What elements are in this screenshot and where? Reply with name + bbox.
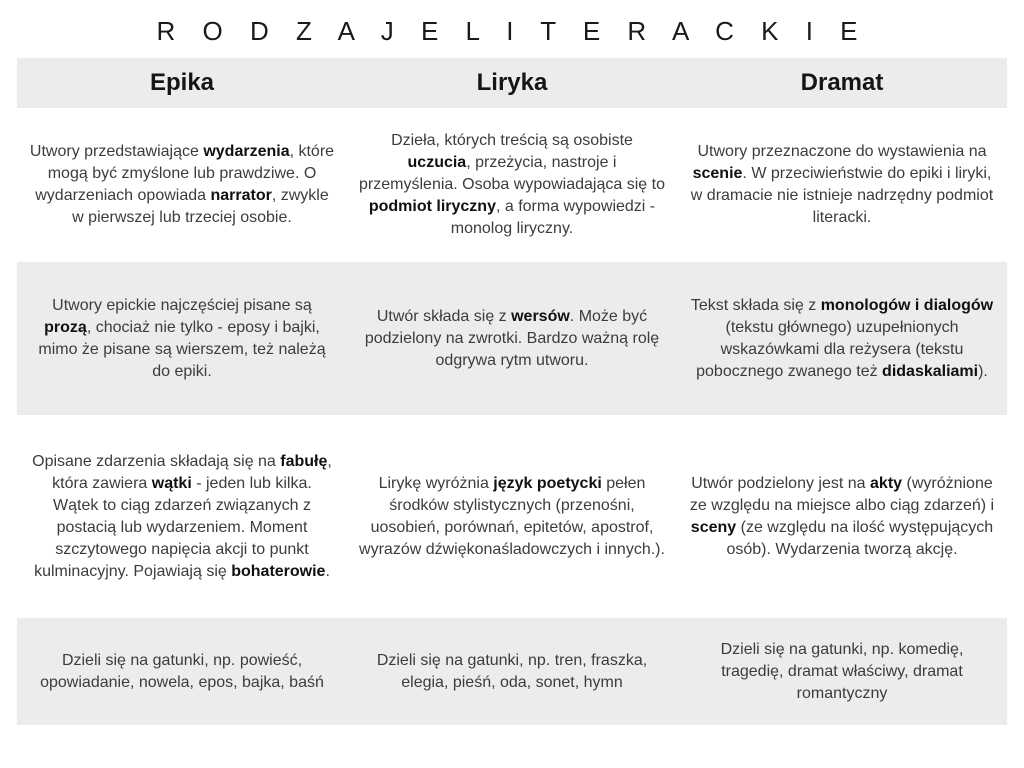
cell-epika-structure: Opisane zdarzenia składają się na fabułę, która zawiera wątki - jeden lub kilka. Wątek to ciąg zdarzeń związanych z postacią lub wydarzeniem. Moment szczytowego napięcia akcji to punkt kulminacyjny. Pojawiają się bohaterowie.: [32, 452, 332, 580]
header-cell-epika: Epika: [149, 69, 215, 96]
table-header-row: [17, 58, 1007, 108]
cell-epika-genres: Dzieli się na gatunki, np. powieść, opowiadanie, nowela, epos, bajka, baśń: [40, 651, 324, 691]
genres-table: [17, 58, 1007, 725]
table-row-definition: [17, 108, 1007, 262]
cell-epika-definition: Utwory przedstawiające wydarzenia, które mogą być zmyślone lub prawdziwe. O wydarzeniach opowiada narrator, zwykle w pierwszej lub trzeciej osobie.: [29, 143, 335, 226]
cell-dramat-structure: Utwór podzielony jest na akty (wyróżnione ze względu na miejsce albo ciąg zdarzeń) i sceny (ze względu na ilość występujących osób). Wydarzenia tworzą akcję.: [689, 474, 995, 558]
cell-epika-form: Utwory epickie najczęściej pisane są prozą, chociaż nie tylko - eposy i bajki, mimo że pisane są wierszem, też należą do epiki.: [38, 296, 326, 380]
table-row-genres: [17, 618, 1007, 725]
cell-dramat-form: Tekst składa się z monologów i dialogów (tekstu głównego) uzupełnionych wskazówkami dla reżysera (tekstu pobocznego zwanego też didaskaliami).: [690, 296, 994, 380]
table-row-structure: [17, 415, 1007, 618]
header-cell-dramat: Dramat: [800, 69, 884, 96]
cell-liryka-structure: Lirykę wyróżnia język poetycki pełen środków stylistycznych (przenośni, uosobień, porównań, epitetów, apostrof, wyrazów dźwiękonaśladowczych i innych.).: [359, 474, 665, 558]
table-row-form: [17, 262, 1007, 415]
page-title: R O D Z A J E L I T E R A C K I E: [156, 16, 868, 46]
header-cell-liryka: Liryka: [476, 69, 548, 96]
cell-liryka-definition: Dzieła, których treścią są osobiste uczucia, przeżycia, nastroje i przemyślenia. Osoba wypowiadająca się to podmiot liryczny, a forma wypowiedzi - monolog liryczny.: [359, 132, 665, 237]
cell-liryka-genres: Dzieli się na gatunki, np. tren, fraszka, elegia, pieśń, oda, sonet, hymn: [376, 651, 648, 691]
cell-dramat-genres: Dzieli się na gatunki, np. komedię, tragedię, dramat właściwy, dramat romantyczny: [720, 640, 964, 702]
cell-dramat-definition: Utwory przeznaczone do wystawienia na scenie. W przeciwieństwie do epiki i liryki, w dramacie nie istnieje nadrzędny podmiot literacki.: [690, 143, 994, 226]
cell-liryka-form: Utwór składa się z wersów. Może być podzielony na zwrotki. Bardzo ważną rolę odgrywa rytm utworu.: [364, 307, 660, 369]
